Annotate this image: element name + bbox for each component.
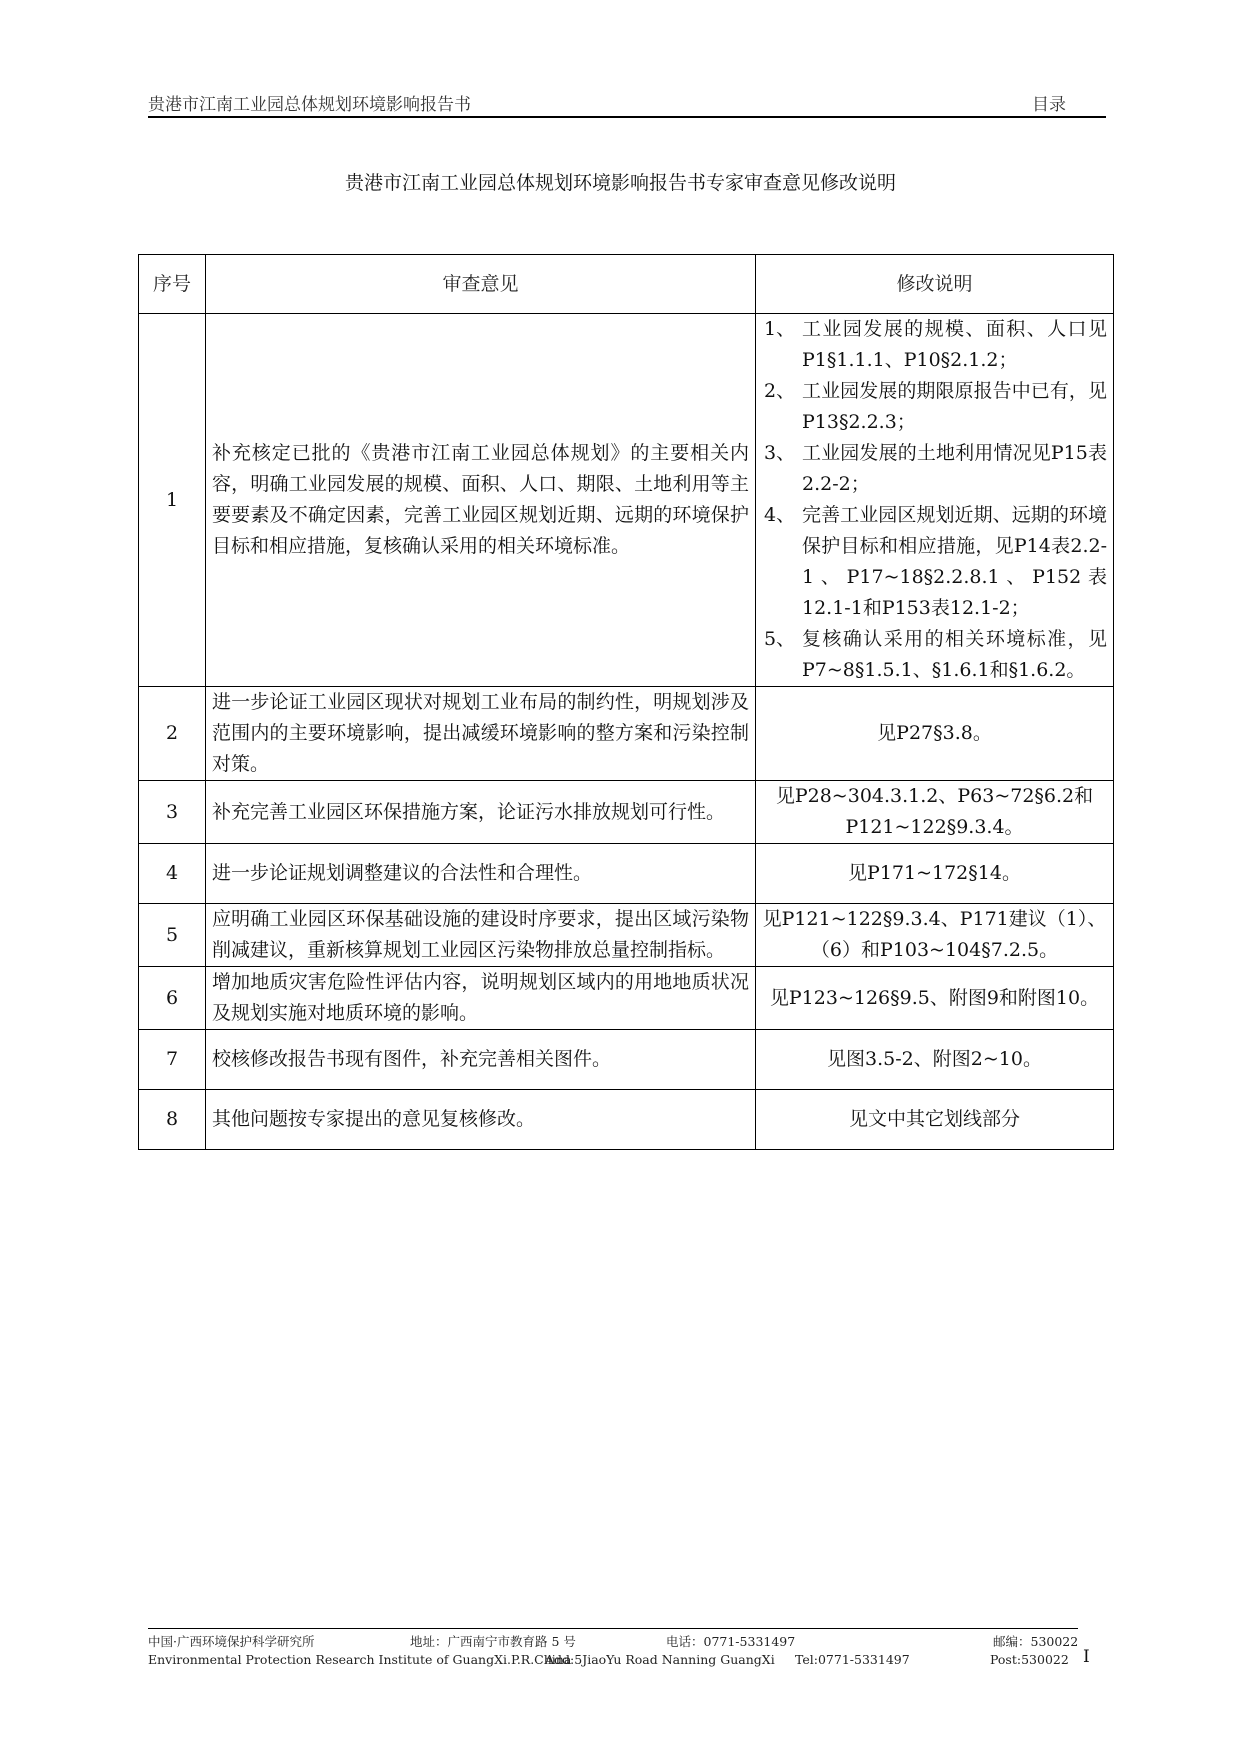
change-description: 见P123~126§9.5、附图9和附图10。	[756, 967, 1114, 1030]
review-table	[138, 254, 1114, 1150]
footer-row-cn	[148, 1629, 1078, 1649]
row-number: 7	[139, 1030, 206, 1090]
footer-phone-cn: 电话：0771-5331497	[666, 1634, 796, 1649]
list-item-number: 4、	[764, 504, 796, 526]
footer-postcode-en: Post:530022	[990, 1652, 1069, 1667]
footer-row-en	[148, 1649, 1078, 1669]
footer-org-cn: 中国·广西环境保护科学研究所	[148, 1634, 315, 1649]
row-number: 2	[139, 687, 206, 781]
page-footer	[148, 1628, 1078, 1669]
list-item-number: 3、	[764, 442, 796, 464]
change-description: 见文中其它划线部分	[756, 1090, 1114, 1150]
change-description: 见图3.5-2、附图2~10。	[756, 1030, 1114, 1090]
review-opinion: 进一步论证规划调整建议的合法性和合理性。	[206, 844, 756, 904]
header-section: 目录	[1032, 95, 1066, 115]
column-header-no: 序号	[139, 255, 206, 314]
table-row	[139, 904, 1114, 967]
table-row	[139, 781, 1114, 844]
page-header	[148, 84, 1106, 118]
column-header-change: 修改说明	[756, 255, 1114, 314]
table-row	[139, 1030, 1114, 1090]
document-title: 贵港市江南工业园总体规划环境影响报告书专家审查意见修改说明	[344, 172, 896, 194]
list-item-text: 工业园发展的规模、面积、人口见P1§1.1.1、P10§2.1.2；	[802, 318, 1107, 371]
footer-address-en: Add:5JiaoYu Road Nanning GuangXi	[545, 1652, 775, 1667]
list-item	[764, 376, 1107, 438]
list-item-number: 2、	[764, 380, 796, 402]
header-title: 贵港市江南工业园总体规划环境影响报告书	[148, 95, 471, 115]
page-number: I	[1083, 1647, 1090, 1667]
table-row	[139, 967, 1114, 1030]
footer-phone-en: Tel:0771-5331497	[795, 1652, 910, 1667]
review-opinion: 进一步论证工业园区现状对规划工业布局的制约性，明规划涉及范围内的主要环境影响，提出减缓环境影响的整方案和污染控制对策。	[206, 687, 756, 781]
review-opinion: 其他问题按专家提出的意见复核修改。	[206, 1090, 756, 1150]
review-opinion: 校核修改报告书现有图件，补充完善相关图件。	[206, 1030, 756, 1090]
footer-address-cn: 地址：广西南宁市教育路 5 号	[410, 1634, 576, 1649]
table-row	[139, 1090, 1114, 1150]
table-header-row	[139, 255, 1114, 314]
list-item	[764, 624, 1107, 686]
list-item-number: 1、	[764, 318, 796, 340]
row-number: 1	[139, 314, 206, 687]
review-opinion: 应明确工业园区环保基础设施的建设时序要求，提出区域污染物削减建议，重新核算规划工业园区污染物排放总量控制指标。	[206, 904, 756, 967]
table-row	[139, 687, 1114, 781]
row-number: 5	[139, 904, 206, 967]
list-item	[764, 500, 1107, 624]
table-row	[139, 844, 1114, 904]
list-item-text: 工业园发展的土地利用情况见P15表2.2-2；	[802, 442, 1107, 495]
table-row	[139, 314, 1114, 687]
column-header-opinion: 审查意见	[206, 255, 756, 314]
change-description: 见P171~172§14。	[756, 844, 1114, 904]
footer-org-en: Environmental Protection Research Institute of GuangXi.P.R.China	[148, 1652, 572, 1667]
row-number: 8	[139, 1090, 206, 1150]
review-opinion: 补充完善工业园区环保措施方案，论证污水排放规划可行性。	[206, 781, 756, 844]
footer-postcode-cn: 邮编：530022	[993, 1634, 1079, 1649]
review-opinion: 补充核定已批的《贵港市江南工业园总体规划》的主要相关内容，明确工业园发展的规模、面积、人口、期限、土地利用等主要要素及不确定因素，完善工业园区规划近期、远期的环境保护目标和相应措施，复核确认采用的相关环境标准。	[206, 314, 756, 687]
list-item	[764, 438, 1107, 500]
row-number: 6	[139, 967, 206, 1030]
change-description: 见P27§3.8。	[756, 687, 1114, 781]
change-description: 见P121~122§9.3.4、P171建议（1）、（6）和P103~104§7.2.5。	[756, 904, 1114, 967]
list-item-number: 5、	[764, 628, 796, 650]
list-item-text: 工业园发展的期限原报告中已有，见P13§2.2.3；	[802, 380, 1107, 433]
row-number: 3	[139, 781, 206, 844]
change-description: 见P28~304.3.1.2、P63~72§6.2和P121~122§9.3.4。	[756, 781, 1114, 844]
review-opinion: 增加地质灾害危险性评估内容，说明规划区域内的用地地质状况及规划实施对地质环境的影响。	[206, 967, 756, 1030]
change-description	[756, 314, 1114, 687]
list-item-text: 完善工业园区规划近期、远期的环境保护目标和相应措施，见P14表2.2-1、P17~18§2.2.8.1、P152表12.1-1和P153表12.1-2；	[802, 504, 1107, 619]
list-item	[764, 314, 1107, 376]
list-item-text: 复核确认采用的相关环境标准，见P7~8§1.5.1、§1.6.1和§1.6.2。	[802, 628, 1107, 681]
row-number: 4	[139, 844, 206, 904]
